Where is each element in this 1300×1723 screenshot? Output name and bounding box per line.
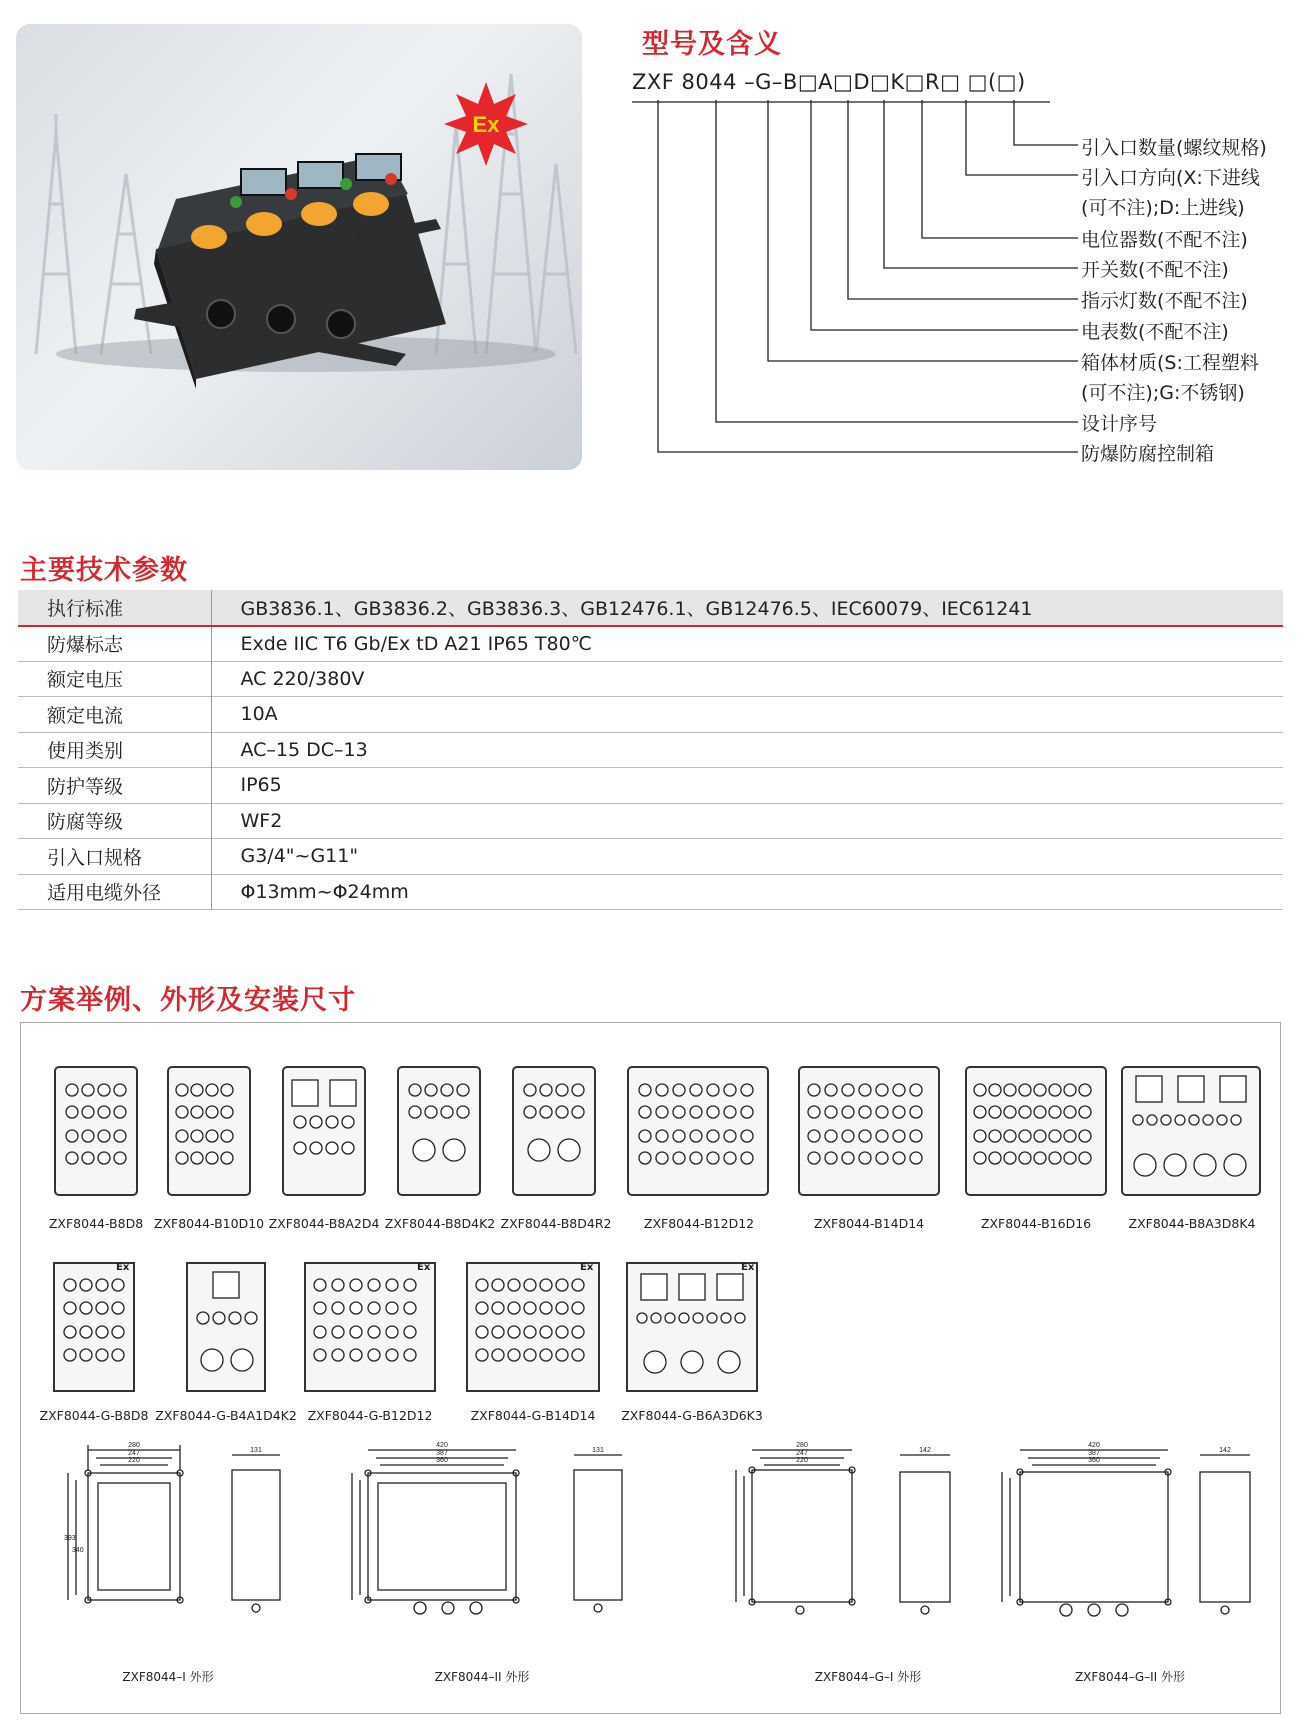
ex-mark: Ex xyxy=(417,1262,431,1273)
dim-d1-w1: 247 xyxy=(128,1450,140,1457)
scheme-label: ZXF8044-B12D12 xyxy=(643,1216,755,1231)
dim-g2-w1: 387 xyxy=(1088,1450,1100,1457)
legend-entry-material-cont: (可不注);G:不锈钢) xyxy=(1081,382,1245,404)
dim-d2-w0: 420 xyxy=(436,1442,448,1449)
dim-g2-w2: 360 xyxy=(1088,1457,1100,1464)
scheme-section-title: 方案举例、外形及安装尺寸 xyxy=(20,985,356,1016)
scheme-label: ZXF8044-B8D4R2 xyxy=(500,1216,612,1231)
legend-entry-material: 箱体材质(S:工程塑料 xyxy=(1081,352,1259,374)
scheme-label: ZXF8044-B10D10 xyxy=(153,1216,265,1231)
param-value: Φ13mm~Φ24mm xyxy=(240,880,409,903)
param-value: WF2 xyxy=(240,809,283,832)
drawing-label: ZXF8044–II 外形 xyxy=(434,1670,530,1684)
param-key: 额定电流 xyxy=(18,697,211,733)
legend-entry-direction: 引入口方向(X:下进线 xyxy=(1081,167,1260,189)
dim-side-3: 142 xyxy=(919,1447,931,1454)
param-key: 使用类别 xyxy=(18,732,211,768)
scheme-label: ZXF8044-G-B8D8 xyxy=(39,1408,149,1423)
scheme-label: ZXF8044-G-B6A3D6K3 xyxy=(621,1408,763,1423)
scheme-label: ZXF8044-B16D16 xyxy=(980,1216,1092,1231)
ex-mark: Ex xyxy=(116,1262,130,1273)
param-value: Exde IIC T6 Gb/Ex tD A21 IP65 T80℃ xyxy=(240,632,592,655)
dim-side-2: 131 xyxy=(592,1447,604,1454)
dim-d1-w2: 220 xyxy=(128,1457,140,1464)
legend-entry-indicator: 指示灯数(不配不注) xyxy=(1081,290,1248,312)
param-value: AC 220/380V xyxy=(240,667,365,690)
dim-g1-w0: 280 xyxy=(796,1442,808,1449)
param-key: 引入口规格 xyxy=(18,839,211,875)
legend-entry-design: 设计序号 xyxy=(1081,413,1158,435)
drawing-label: ZXF8044–I 外形 xyxy=(122,1670,214,1684)
dim-d1-h1: 340 xyxy=(72,1547,84,1554)
ex-mark: Ex xyxy=(580,1262,594,1273)
dim-d2-w1: 387 xyxy=(436,1450,448,1457)
ex-mark: Ex xyxy=(741,1262,755,1273)
legend-entry-meter: 电表数(不配不注) xyxy=(1081,321,1229,343)
dim-g1-w2: 220 xyxy=(796,1457,808,1464)
legend-entry-direction-cont: (可不注);D:上进线) xyxy=(1081,197,1245,219)
scheme-label: ZXF8044-B8A3D8K4 xyxy=(1128,1216,1256,1231)
dim-g1-w1: 247 xyxy=(796,1450,808,1457)
legend-entry-potentiometer: 电位器数(不配不注) xyxy=(1081,229,1248,251)
model-section-title: 型号及含义 xyxy=(642,29,782,60)
dim-side-4: 142 xyxy=(1219,1447,1231,1454)
param-value: IP65 xyxy=(240,774,282,797)
scheme-label: ZXF8044-B8A2D4 xyxy=(268,1216,380,1231)
scheme-label: ZXF8044-G-B4A1D4K2 xyxy=(155,1408,297,1423)
param-value: G3/4"~G11" xyxy=(240,845,359,868)
drawing-label: ZXF8044–G–I 外形 xyxy=(814,1670,922,1684)
scheme-label: ZXF8044-G-B12D12 xyxy=(307,1408,433,1423)
param-key: 适用电缆外径 xyxy=(18,874,211,910)
dim-g2-w0: 420 xyxy=(1088,1442,1100,1449)
param-key: 执行标准 xyxy=(18,590,211,626)
param-value: 10A xyxy=(240,703,278,726)
model-code: ZXF 8044 –G–B□A□D□K□R□ □(□) xyxy=(632,70,1026,94)
svg-text:Ex: Ex xyxy=(472,112,500,137)
scheme-label: ZXF8044-B8D4K2 xyxy=(384,1216,496,1231)
param-value: GB3836.1、GB3836.2、GB3836.3、GB12476.1、GB12476.5、IEC60079、IEC61241 xyxy=(240,597,1033,620)
scheme-label: ZXF8044-G-B14D14 xyxy=(470,1408,596,1423)
legend-entry-switch: 开关数(不配不注) xyxy=(1081,259,1229,281)
drawing-label: ZXF8044–G–II 外形 xyxy=(1074,1670,1186,1684)
scheme-label: ZXF8044-B8D8 xyxy=(48,1216,144,1231)
param-key: 防护等级 xyxy=(18,768,211,804)
dim-d1-h0: 393 xyxy=(64,1535,76,1542)
params-section-title: 主要技术参数 xyxy=(20,555,188,586)
dim-d2-w2: 360 xyxy=(436,1457,448,1464)
legend-entry-product: 防爆防腐控制箱 xyxy=(1081,443,1215,465)
dim-d1-w0: 280 xyxy=(128,1442,140,1449)
param-key: 额定电压 xyxy=(18,661,211,697)
param-value: AC–15 DC–13 xyxy=(240,738,368,761)
dim-side-1: 131 xyxy=(250,1447,262,1454)
param-key: 防腐等级 xyxy=(18,803,211,839)
scheme-label: ZXF8044-B14D14 xyxy=(813,1216,925,1231)
legend-entry-count: 引入口数量(螺纹规格) xyxy=(1081,137,1267,159)
param-key: 防爆标志 xyxy=(18,626,211,662)
